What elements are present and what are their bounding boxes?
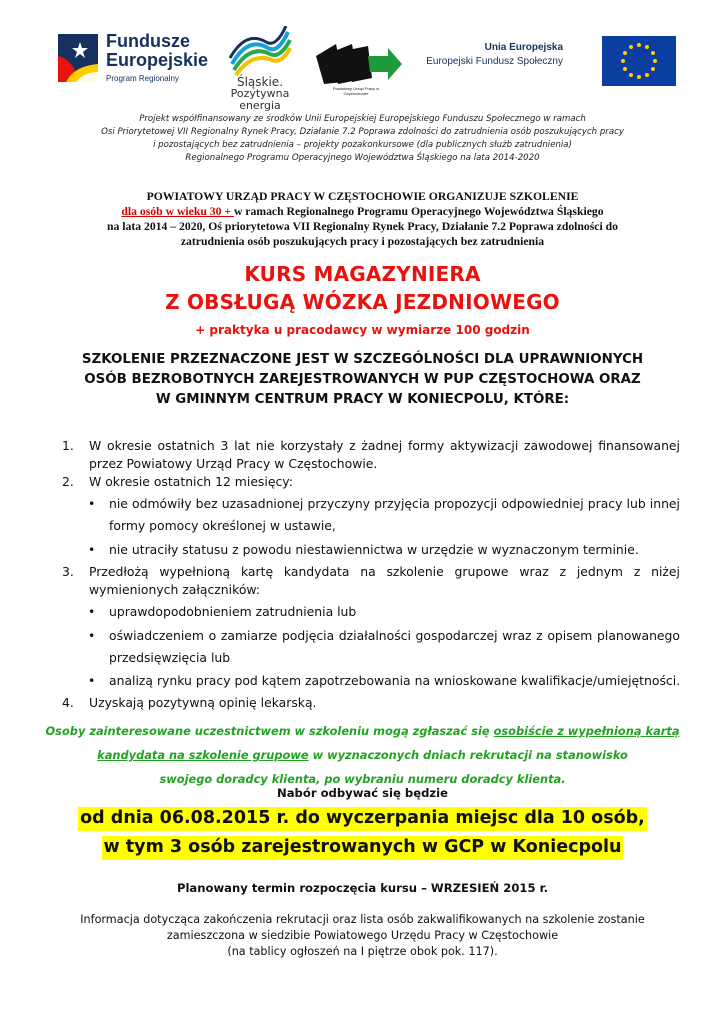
target-group-heading xyxy=(50,350,675,410)
fe-line1: Fundusze xyxy=(106,31,190,51)
pup-text: Powiatowy Urząd Pracy w Częstochowie xyxy=(332,86,380,96)
course-title-line1: KURS MAGAZYNIERA xyxy=(244,262,481,286)
cofinancing-line: Regionalnego Programu Operacyjnego Województwa Śląskiego na lata 2014-2020 xyxy=(185,153,540,163)
ue-line1: Unia Europejska xyxy=(484,42,563,53)
info-line: zamieszczona w siedzibie Powiatowego Urzędu Pracy w Częstochowie xyxy=(166,929,559,942)
bullet-icon: • xyxy=(88,628,96,643)
target-group-line: OSÓB BEZROBOTNYCH ZAREJESTROWANYCH W PUP CZĘSTOCHOWA ORAZ xyxy=(84,372,641,387)
course-subtitle: + praktyka u pracodawcy w wymiarze 100 godzin xyxy=(195,323,530,337)
note-text: Osoby zainteresowane uczestnictwem w szkoleniu mogą zgłaszać się xyxy=(45,724,494,738)
ue-line2: Europejski Fundusz Społeczny xyxy=(426,56,563,67)
application-note-line2 xyxy=(40,743,685,767)
application-note-line1 xyxy=(40,719,685,743)
note-underlined: kandydata na szkolenie grupowe xyxy=(97,748,309,762)
bullet-continuation xyxy=(62,649,680,667)
course-title-line2: Z OBSŁUGĄ WÓZKA JEZDNIOWEGO xyxy=(165,290,560,314)
list-item xyxy=(62,437,680,455)
organizer-line4: zatrudnienia osób poszukujących pracy i pozostających bez zatrudnienia xyxy=(180,235,545,248)
bullet-text: nie utraciły statusu z powodu niestawiennictwa w urzędzie w wyznaczonym terminie. xyxy=(109,542,639,557)
fe-line2: Europejskie xyxy=(106,50,209,70)
cofinancing-note xyxy=(40,113,685,165)
list-item xyxy=(62,473,680,491)
bullet-item xyxy=(62,672,680,690)
bullet-item xyxy=(62,541,680,559)
bullet-text: oświadczeniem o zamiarze podjęcia działalności gospodarczej wraz z opisem planowanego xyxy=(109,628,680,643)
fundusze-europejskie-flag-icon xyxy=(58,34,98,82)
recruitment-label: Nabór odbywać się będzie xyxy=(277,786,448,800)
pup-logo xyxy=(314,42,404,100)
organizer-line1: POWIATOWY URZĄD PRACY W CZĘSTOCHOWIE ORGANIZUJE SZKOLENIE xyxy=(146,190,579,203)
slaskie-waves-icon xyxy=(228,26,292,76)
bullet-icon: • xyxy=(88,604,96,619)
highlight-text: od dnia 06.08.2015 r. do wyczerpania miejsc dla 10 osób, xyxy=(78,807,647,831)
fe-line3: Program Regionalny xyxy=(106,74,179,83)
bullet-text: analizą rynku pracy pod kątem zapotrzebowania na wnioskowane kwalifikacje/umiejętności. xyxy=(109,673,681,688)
cofinancing-line: Osi Priorytetowej VII Regionalny Rynek Pracy, Działanie 7.2 Poprawa zdolności do zatrudnienia osób poszukujących pracy xyxy=(101,127,624,137)
item-text: W okresie ostatnich 12 miesięcy: xyxy=(89,474,293,489)
list-item-continuation xyxy=(62,455,680,473)
application-note xyxy=(40,719,685,791)
item-text: przez Powiatowy Urząd Pracy w Częstochowie. xyxy=(89,456,378,471)
item-text: W okresie ostatnich 3 lat nie korzystały z żadnej formy aktywizacji zawodowej finansowanej xyxy=(89,438,680,453)
bullet-item xyxy=(62,627,680,645)
target-group-line: SZKOLENIE PRZEZNACZONE JEST W SZCZEGÓLNOŚCI DLA UPRAWNIONYCH xyxy=(81,352,644,367)
item-text: wymienionych załączników: xyxy=(89,582,261,597)
list-item-continuation xyxy=(62,581,680,599)
item-text: Przedłożą wypełnioną kartę kandydata na szkolenie grupowe wraz z jednym z niżej xyxy=(89,564,680,579)
pup-arrow-icon xyxy=(314,42,404,86)
eu-flag-icon xyxy=(602,36,676,86)
recruitment-line1 xyxy=(0,808,725,828)
slaskie-line2: Pozytywna energia xyxy=(230,87,290,112)
application-note-line3: swojego doradcy klienta, po wybraniu numeru doradcy klienta. xyxy=(159,772,566,786)
slaskie-line1: Śląskie. xyxy=(236,75,284,89)
results-info xyxy=(50,912,675,960)
organizer-line2-rest: w ramach Regionalnego Programu Operacyjnego Województwa Śląskiego xyxy=(233,205,604,218)
cofinancing-line: i pozostających bez zatrudnienia – projekty pozakonkursowe (dla publicznych służb zatrudnienia) xyxy=(153,140,572,150)
slaskie-logo xyxy=(214,26,306,112)
target-group-line: W GMINNYM CENTRUM PRACY W KONIECPOLU, KTÓRE: xyxy=(155,392,570,407)
bullet-item xyxy=(62,603,680,621)
unia-europejska-logo xyxy=(413,36,676,86)
bullet-text: nie odmówiły bez uzasadnionej przyczyny przyjęcia propozycji odpowiedniej pracy lub innej xyxy=(109,496,680,511)
item-number: 3. xyxy=(62,564,74,579)
logo-band xyxy=(58,26,676,112)
organizer-line3: na lata 2014 – 2020, Oś priorytetowa VII Regionalny Rynek Pracy, Działanie 7.2 Poprawa zdolności do xyxy=(106,220,619,233)
item-number: 1. xyxy=(62,438,74,453)
bullet-text: przedsięwzięcia lub xyxy=(109,650,231,665)
item-text: Uzyskają pozytywną opinię lekarską. xyxy=(89,695,317,710)
course-start-date: Planowany termin rozpoczęcia kursu – WRZESIEŃ 2015 r. xyxy=(176,881,549,895)
list-item xyxy=(62,694,680,712)
fundusze-europejskie-logo xyxy=(58,30,208,90)
bullet-icon: • xyxy=(88,496,96,511)
conditions-list xyxy=(62,437,680,712)
recruitment-line2 xyxy=(0,837,725,857)
cofinancing-line: Projekt współfinansowany ze środków Unii Europejskiej Europejskiego Funduszu Społecznego w ramach xyxy=(139,114,586,124)
bullet-text: uprawdopodobnieniem zatrudnienia lub xyxy=(109,604,357,619)
note-underlined: osobiście z wypełnioną kartą xyxy=(493,724,680,738)
info-line: Informacja dotycząca zakończenia rekrutacji oraz lista osób zakwalifikowanych na szkolenie zostanie xyxy=(80,913,645,926)
list-item xyxy=(62,563,680,581)
bullet-continuation xyxy=(62,517,680,535)
item-number: 2. xyxy=(62,474,74,489)
bullet-icon: • xyxy=(88,673,96,688)
organizer-block xyxy=(30,189,695,249)
info-line: (na tablicy ogłoszeń na I piętrze obok pok. 117). xyxy=(227,945,498,958)
age-requirement: dla osób w wieku 30 + xyxy=(121,205,234,218)
bullet-icon: • xyxy=(88,542,96,557)
item-number: 4. xyxy=(62,695,74,710)
bullet-item xyxy=(62,495,680,513)
organizer-line2 xyxy=(30,204,695,219)
highlight-text: w tym 3 osób zarejestrowanych w GCP w Koniecpolu xyxy=(102,836,624,860)
bullet-text: formy pomocy określonej w ustawie, xyxy=(109,518,336,533)
note-text: w wyznaczonych dniach rekrutacji na stanowisko xyxy=(308,748,628,762)
